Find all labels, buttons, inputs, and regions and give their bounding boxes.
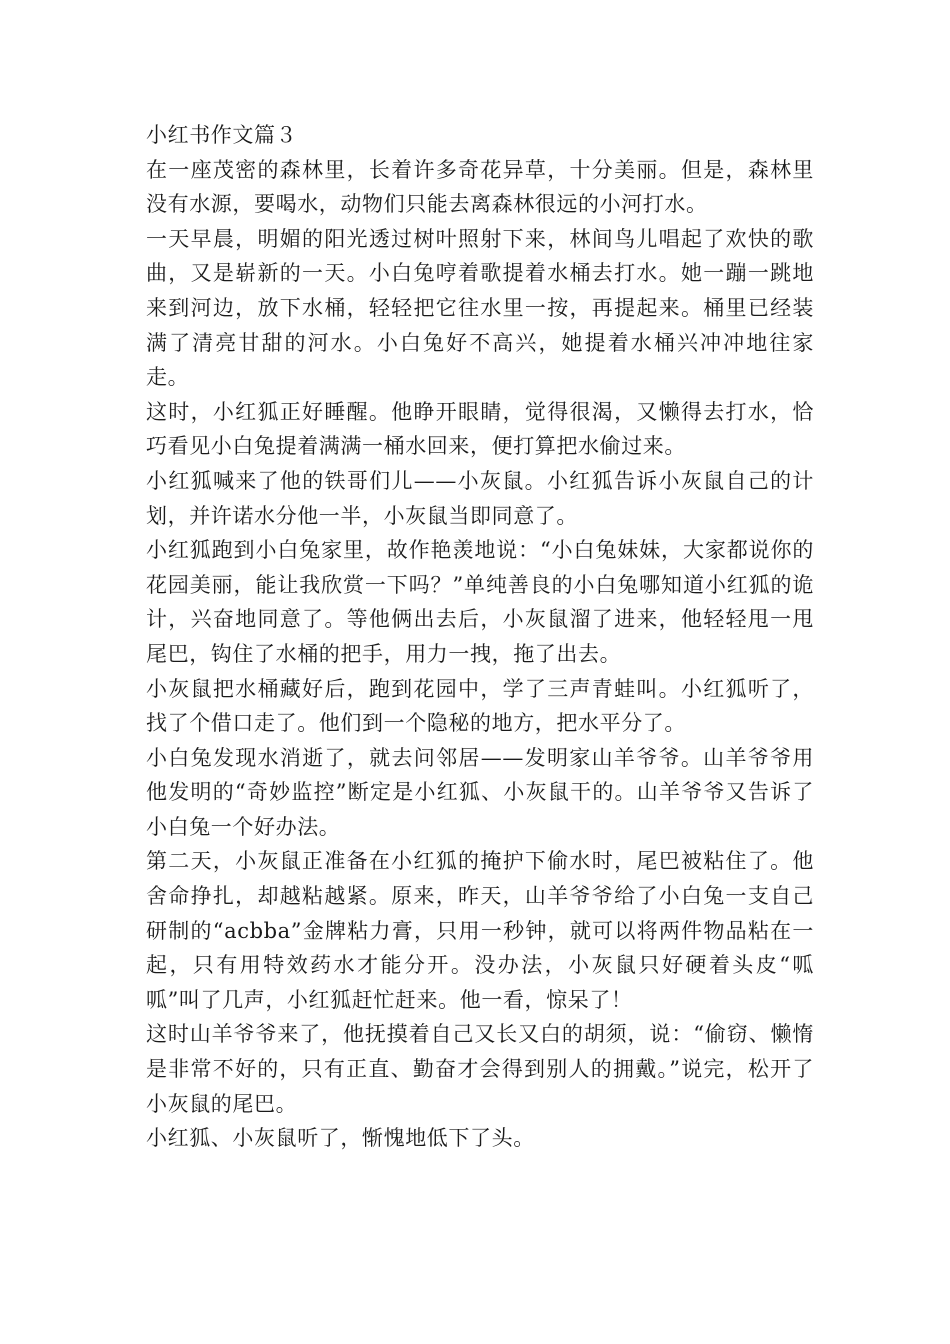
document-page — [146, 118, 814, 1156]
paragraph-7: 小白兔发现水消逝了，就去问邻居——发明家山羊爷爷。山羊爷爷用他发明的“奇妙监控”断定是小红狐、小灰鼠干的。山羊爷爷又告诉了小白兔一个好办法。 — [146, 745, 814, 839]
paragraph-6: 小灰鼠把水桶藏好后，跑到花园中，学了三声青蛙叫。小红狐听了，找了个借口走了。他们到一个隐秘的地方，把水平分了。 — [146, 676, 814, 736]
paragraph-5: 小红狐跑到小白兔家里，故作艳羡地说：“小白兔妹妹，大家都说你的花园美丽，能让我欣赏一下吗？”单纯善良的小白兔哪知道小红狐的诡计，兴奋地同意了。等他俩出去后，小灰鼠溜了进来，他轻轻甩一甩尾巴，钩住了水桶的把手，用力一拽，拖了出去。 — [146, 538, 814, 666]
paragraph-4: 小红狐喊来了他的铁哥们儿——小灰鼠。小红狐告诉小灰鼠自己的计划，并许诺水分他一半，小灰鼠当即同意了。 — [146, 468, 814, 528]
paragraph-8: 第二天，小灰鼠正准备在小红狐的掩护下偷水时，尾巴被粘住了。他舍命挣扎，却越粘越紧。原来，昨天，山羊爷爷给了小白兔一支自己研制的“acbba”金牌粘力膏，只用一秒钟，就可以将两件物品粘在一起，只有用特效药水才能分开。没办法，小灰鼠只好硬着头皮“呱呱”叫了几声，小红狐赶忙赶来。他一看，惊呆了！ — [146, 849, 814, 1012]
paragraph-1: 在一座茂密的森林里，长着许多奇花异草，十分美丽。但是，森林里没有水源，要喝水，动物们只能去离森林很远的小河打水。 — [146, 157, 814, 217]
paragraph-3: 这时，小红狐正好睡醒。他睁开眼睛，觉得很渴，又懒得去打水，恰巧看见小白兔提着满满一桶水回来，便打算把水偷过来。 — [146, 399, 814, 459]
paragraph-10: 小红狐、小灰鼠听了，惭愧地低下了头。 — [146, 1126, 535, 1151]
paragraph-2: 一天早晨，明媚的阳光透过树叶照射下来，林间鸟儿唱起了欢快的歌曲，又是崭新的一天。小白兔哼着歌提着水桶去打水。她一蹦一跳地来到河边，放下水桶，轻轻把它往水里一按，再提起来。桶里已经装满了清亮甘甜的河水。小白兔好不高兴，她提着水桶兴冲冲地往家走。 — [146, 226, 814, 390]
paragraph-9: 这时山羊爷爷来了，他抚摸着自己又长又白的胡须，说：“偷窃、懒惰是非常不好的，只有正直、勤奋才会得到别人的拥戴。”说完，松开了小灰鼠的尾巴。 — [146, 1022, 814, 1116]
document-title: 小红书作文篇３ — [146, 123, 298, 147]
